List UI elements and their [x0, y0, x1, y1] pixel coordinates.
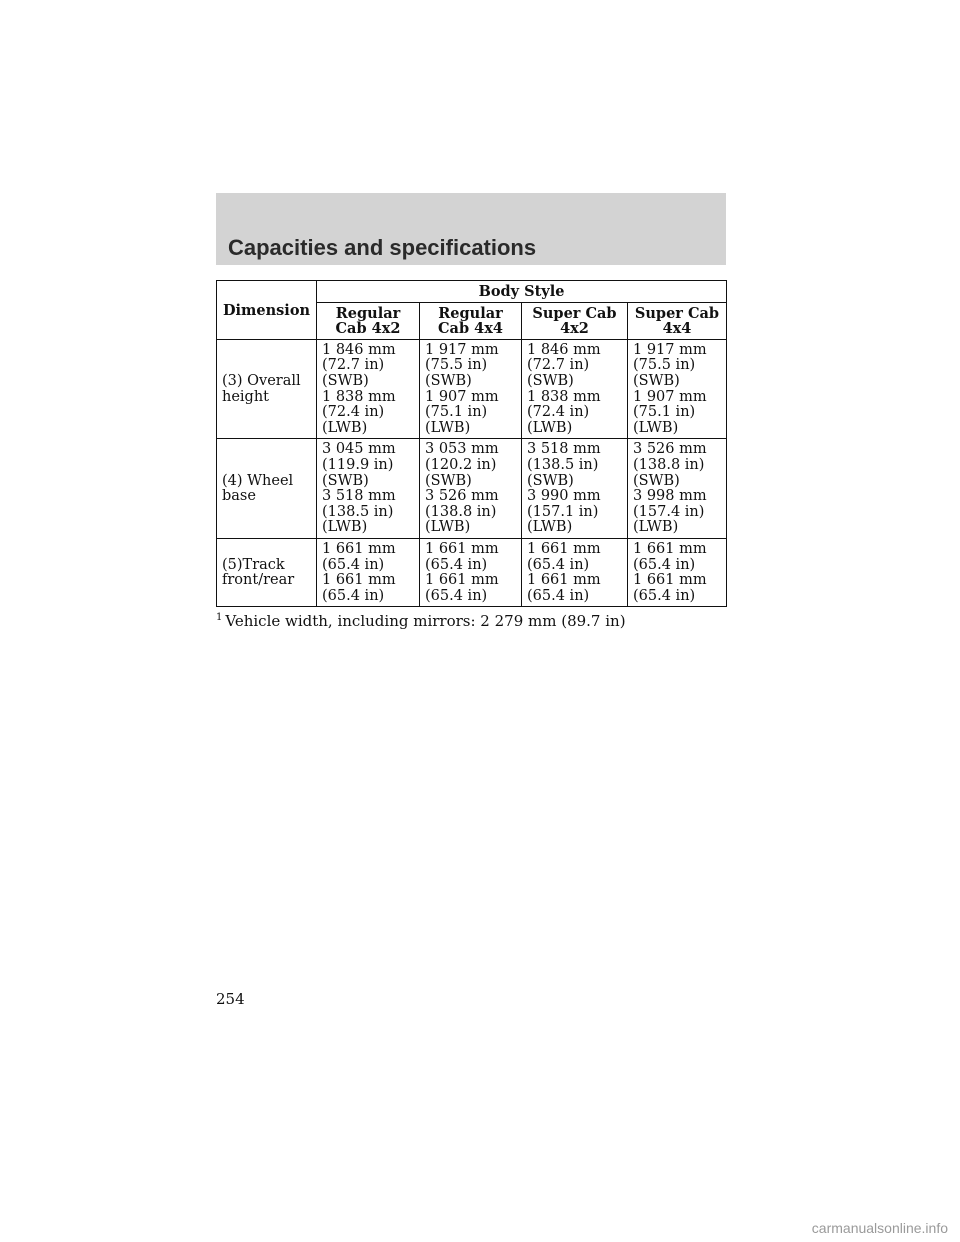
- column-header: Regular Cab 4x2: [317, 302, 420, 339]
- table-header-row: [217, 281, 727, 303]
- footnote: [216, 612, 626, 630]
- body-style-header: Body Style: [317, 281, 727, 303]
- row-label: (5)Track front/rear: [217, 538, 317, 606]
- table-cell: 1 661 mm (65.4 in) 1 661 mm (65.4 in): [317, 538, 420, 606]
- dimension-header: Dimension: [217, 281, 317, 340]
- section-header: [216, 193, 726, 265]
- table-cell: 1 917 mm (75.5 in) (SWB) 1 907 mm (75.1 in) (LWB): [628, 339, 727, 439]
- table-cell: 3 526 mm (138.8 in) (SWB) 3 998 mm (157.4 in) (LWB): [628, 439, 727, 539]
- table-cell: 1 917 mm (75.5 in) (SWB) 1 907 mm (75.1 in) (LWB): [420, 339, 522, 439]
- column-header: Regular Cab 4x4: [420, 302, 522, 339]
- table-cell: 1 661 mm (65.4 in) 1 661 mm (65.4 in): [420, 538, 522, 606]
- page-number: 254: [216, 990, 245, 1008]
- row-label: (4) Wheel base: [217, 439, 317, 539]
- table-cell: 1 661 mm (65.4 in) 1 661 mm (65.4 in): [628, 538, 727, 606]
- column-header: Super Cab 4x4: [628, 302, 727, 339]
- footnote-text: Vehicle width, including mirrors: 2 279 mm (89.7 in): [225, 612, 626, 630]
- table-cell: 3 053 mm (120.2 in) (SWB) 3 526 mm (138.8 in) (LWB): [420, 439, 522, 539]
- table-cell: 3 045 mm (119.9 in) (SWB) 3 518 mm (138.5 in) (LWB): [317, 439, 420, 539]
- table-cell: 1 846 mm (72.7 in) (SWB) 1 838 mm (72.4 in) (LWB): [317, 339, 420, 439]
- column-header: Super Cab 4x2: [522, 302, 628, 339]
- table-cell: 1 661 mm (65.4 in) 1 661 mm (65.4 in): [522, 538, 628, 606]
- table-row: [217, 339, 727, 439]
- watermark: carmanualsonline.info: [811, 1220, 948, 1236]
- table-row: [217, 538, 727, 606]
- footnote-marker: 1: [216, 612, 223, 623]
- row-label: (3) Overall height: [217, 339, 317, 439]
- section-title: Capacities and specifications: [228, 235, 537, 260]
- table-cell: 1 846 mm (72.7 in) (SWB) 1 838 mm (72.4 in) (LWB): [522, 339, 628, 439]
- specifications-table: [216, 280, 727, 607]
- table-cell: 3 518 mm (138.5 in) (SWB) 3 990 mm (157.1 in) (LWB): [522, 439, 628, 539]
- table-row: [217, 439, 727, 539]
